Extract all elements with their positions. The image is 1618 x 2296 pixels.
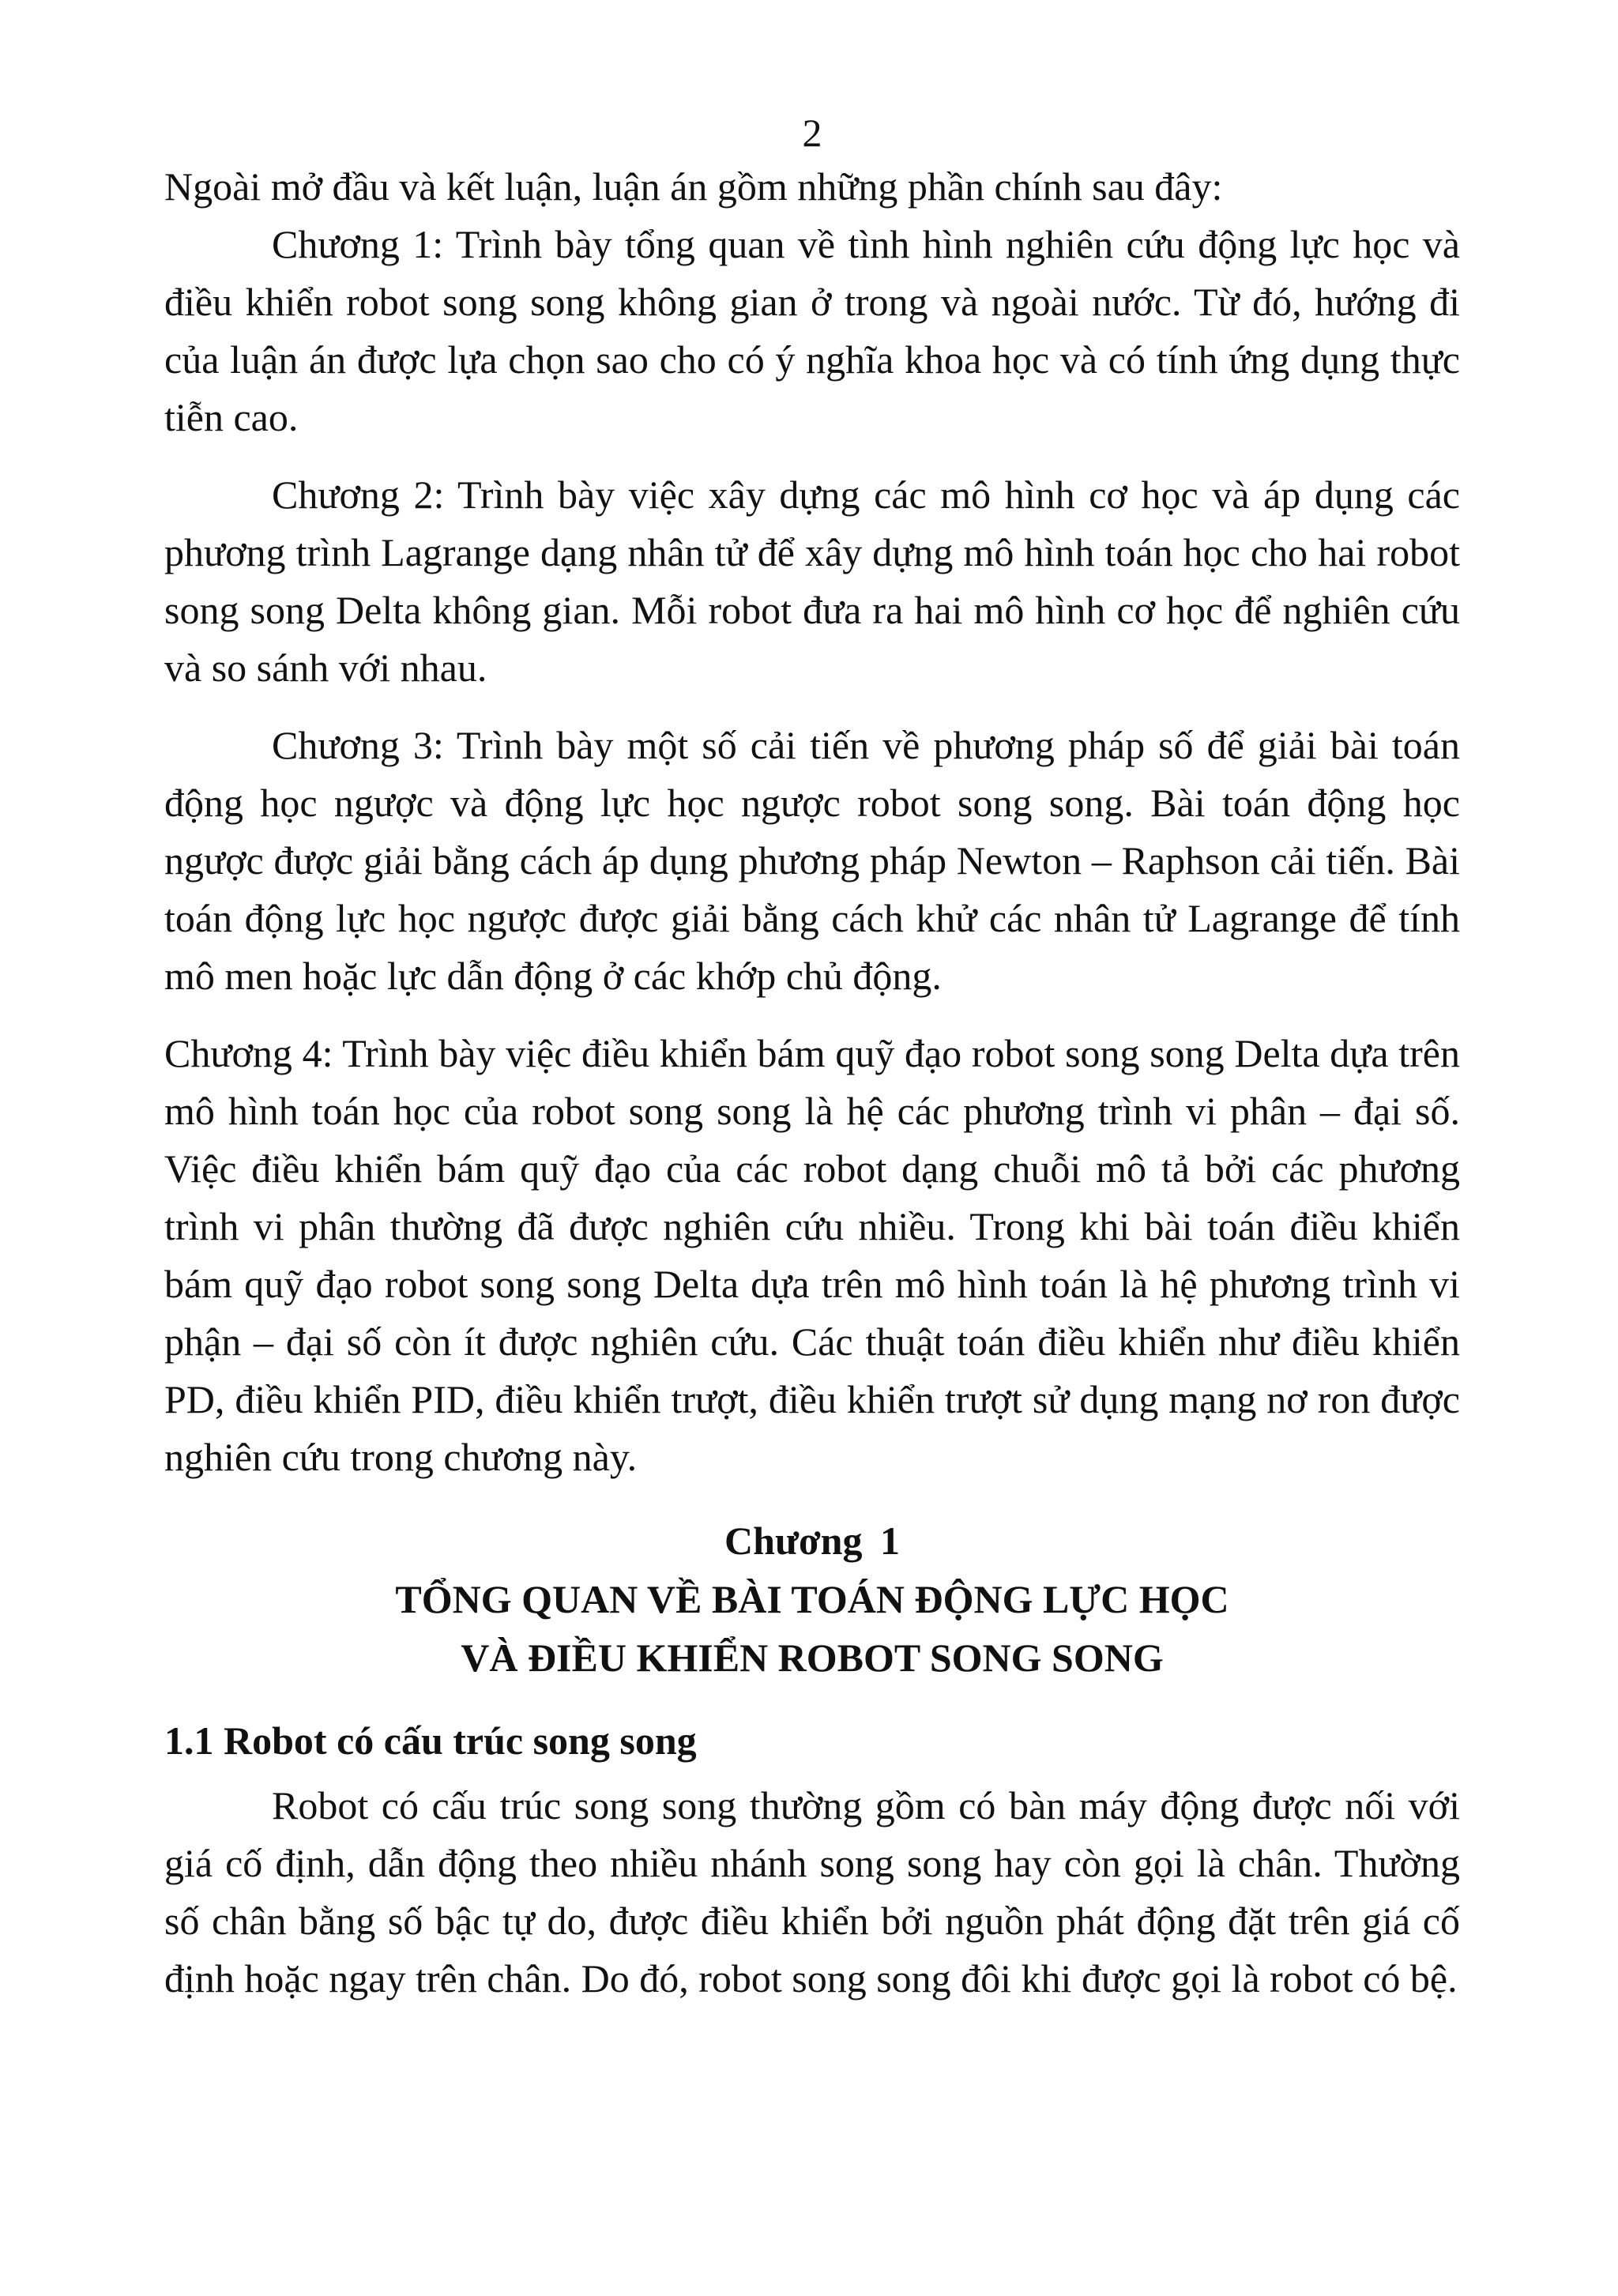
chapter-heading: [164, 1511, 1460, 1687]
chapter-title-line-1: TỔNG QUAN VỀ BÀI TOÁN ĐỘNG LỰC HỌC: [395, 1577, 1229, 1621]
document-page: [164, 109, 1460, 2008]
chapter-number: Chương 1: [724, 1519, 900, 1563]
intro-paragraph: Ngoài mở đầu và kết luận, luận án gồm những phần chính sau đây:: [164, 164, 1223, 209]
chapter-2-summary: Chương 2: Trình bày việc xây dựng các mô hình cơ học và áp dụng các phương trình Lagrange dạng nhân tử để xây dựng mô hình toán học cho hai robot song song Delta không gian. Mỗi robot đưa ra hai mô hình cơ học để nghiên cứu và so sánh với nhau.: [164, 472, 1460, 690]
chapter-1-summary: Chương 1: Trình bày tổng quan về tình hình nghiên cứu động lực học và điều khiển robot song song không gian ở trong và ngoài nước. Từ đó, hướng đi của luận án được lựa chọn sao cho có ý nghĩa khoa học và có tính ứng dụng thực tiễn cao.: [164, 222, 1460, 439]
page-number: 2: [802, 111, 822, 155]
chapter-4-summary: Chương 4: Trình bày việc điều khiển bám quỹ đạo robot song song Delta dựa trên mô hình toán học của robot song song là hệ các phương trình vi phân – đại số. Việc điều khiển bám quỹ đạo của các robot dạng chuỗi mô tả bởi các phương trình vi phân thường đã được nghiên cứu nhiều. Trong khi bài toán điều khiển bám quỹ đạo robot song song Delta dựa trên mô hình toán là hệ phương trình vi phận – đại số còn ít được nghiên cứu. Các thuật toán điều khiển như điều khiển PD, điều khiển PID, điều khiển trượt, điều khiển trượt sử dụng mạng nơ ron được nghiên cứu trong chương này.: [164, 1031, 1460, 1479]
section-title: 1.1 Robot có cấu trúc song song: [164, 1718, 697, 1763]
chapter-title-line-2: VÀ ĐIỀU KHIỂN ROBOT SONG SONG: [461, 1635, 1164, 1680]
chapter-3-summary: Chương 3: Trình bày một số cải tiến về phương pháp số để giải bài toán động học ngược và động lực học ngược robot song song. Bài toán động học ngược được giải bằng cách áp dụng phương pháp Newton – Raphson cải tiến. Bài toán động lực học ngược được giải bằng cách khử các nhân tử Lagrange để tính mô men hoặc lực dẫn động ở các khớp chủ động.: [164, 723, 1460, 998]
section-body: Robot có cấu trúc song song thường gồm có bàn máy động được nối với giá cố định, dẫn động theo nhiều nhánh song song hay còn gọi là chân. Thường số chân bằng số bậc tự do, được điều khiển bởi nguồn phát động đặt trên giá cố định hoặc ngay trên chân. Do đó, robot song song đôi khi được gọi là robot có bệ.: [164, 1783, 1460, 2001]
